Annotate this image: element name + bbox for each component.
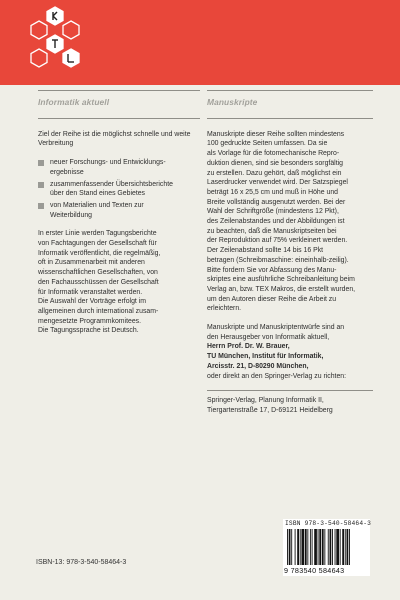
left-intro: Ziel der Reihe ist die möglichst schnelle und weite Verbreitung (38, 130, 191, 148)
red-header-band (0, 0, 400, 85)
list-item: neuer Forschungs- und Entwicklungs- ergebnisse (38, 158, 200, 177)
barcode-isbn-text: ISBN 978-3-540-58464-3 (285, 520, 372, 527)
divider-top-left (38, 90, 200, 91)
right-heading: Manuskripte (207, 97, 258, 107)
divider-top-right (207, 90, 373, 91)
left-bullet-list (38, 158, 200, 220)
series-logo-icon (20, 4, 90, 76)
barcode-digits: 9 783540 584643 (284, 566, 345, 575)
address-line-3: Arcisstr. 21, D-80290 München, (207, 362, 309, 370)
isbn-13-label: ISBN-13: 978-3-540-58464-3 (36, 559, 127, 566)
list-item: von Materialien und Texten zur Weiterbildung (38, 201, 200, 220)
right-column (207, 90, 373, 425)
address-line-1: Herrn Prof. Dr. W. Brauer, (207, 343, 290, 351)
right-para-4: oder direkt an den Springer-Verlag zu richten: (207, 372, 347, 380)
bullet-square-icon (38, 203, 44, 209)
divider-right (207, 118, 373, 119)
divider-left (38, 118, 200, 119)
left-body-2: Die Auswahl der Vorträge erfolgt im allgemeinen durch international zusam- mengesetzte Programmkomitees. (38, 298, 159, 325)
list-item: zusammenfassender Übersichtsberichte über den Stand eines Gebietes (38, 180, 200, 199)
barcode-icon (287, 529, 367, 565)
left-column (38, 90, 200, 345)
bullet-square-icon (38, 160, 44, 166)
barcode-box (283, 519, 370, 576)
divider-publisher (207, 390, 373, 391)
bullet-square-icon (38, 182, 44, 188)
publisher-address: Springer-Verlag, Planung Informatik II, Tiergartenstraße 17, D-69121 Heidelberg (207, 397, 333, 414)
left-heading: Informatik aktuell (38, 97, 110, 107)
right-para-3: Manuskripte und Manuskriptentwürfe sind an den Herausgeber von Informatik aktuell, (207, 324, 345, 341)
address-line-2: TU München, Institut für Informatik, (207, 353, 324, 361)
left-body-1: In erster Linie werden Tagungsberichte von Fachtagungen der Gesellschaft für Informatik veröffentlicht, die regelmäßig, oft in Zusammenarbeit mit anderen wissenschaftlichen Gesellschaften, von den Fachausschüssen der Gesellschaft für Informatik veranstaltet werden. (38, 230, 161, 296)
left-body-3: Die Tagungssprache ist Deutsch. (38, 327, 139, 335)
right-para-1: Manuskripte dieser Reihe sollten mindestens 100 gedruckte Seiten umfassen. Da sie als Vorlage für die fotomechanische Repro- duktion dienen, sind sie besonders sorgfältig zu erstellen. Dazu gehört, daß möglichst ein Laserdrucker verwendet wird. Der Satzspiegel beträgt 16 x 25,5 cm und muß in Höhe und Breite vollständig ausgenutzt werden. Bei der Wahl der Schriftgröße (mindestens 12 Pkt), des Zeilenabstandes und der Abbildungen ist zu beachten, daß die Manuskriptseiten bei der Reproduktion auf 75% verkleinert werden. Der Zeilenabstand sollte 14 bis 16 Pkt betragen (Schreibmaschine: eineinhalb-zeilig). (207, 130, 349, 264)
right-para-2: Bitte fordern Sie vor Abfassung des Manu- skriptes eine ausführliche Schreibanleitung beim Verlag an, bzw. TEX Makros, die erstellt wurden, um den Autoren dieser Reihe die Arbeit zu erleichtern. (207, 266, 356, 313)
